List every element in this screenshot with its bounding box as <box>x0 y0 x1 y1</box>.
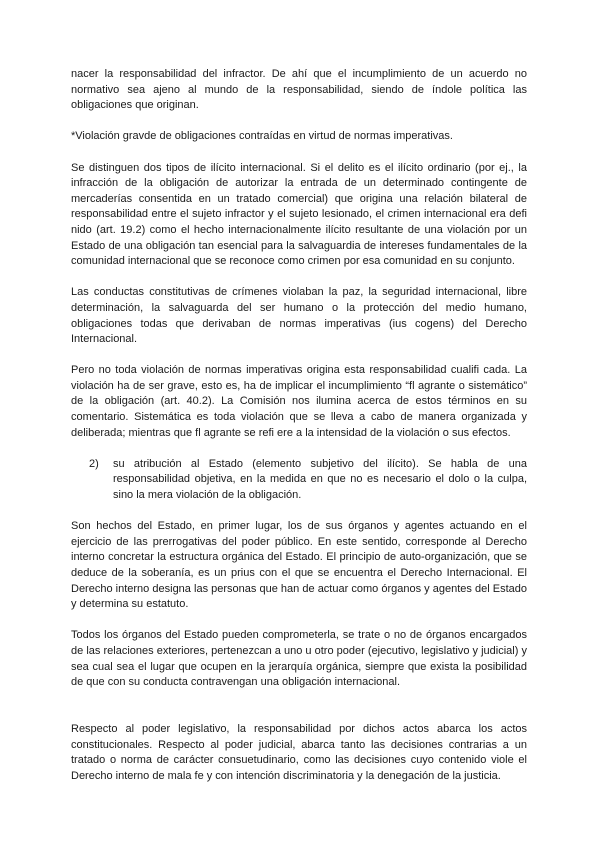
list-item-attribution <box>71 457 527 504</box>
paragraph-legislative-judicial: Respecto al poder legislativo, la responsabilidad por dichos actos abarca los actos constitucionales. Respecto al poder judicial, abarca tanto las decisiones contrarias a un tratado o norma de carácter consuetudinario, como las decisiones cuyo contenido viole el Derecho interno de mala fe y con intención discriminatoria y la denegación de la justicia. <box>71 722 527 782</box>
list-item-number: 2) <box>89 457 99 470</box>
document-page <box>71 67 527 800</box>
paragraph-illicit-types: Se distinguen dos tipos de ilícito internacional. Si el delito es el ilícito ordinario (por ej., la infracción de la obligación de autorizar la entrada de un determinado contingente de mercaderías consentida en un tratado comercial) que origina una relación bilateral de responsabilidad entre el sujeto infractor y el sujeto lesionado, el crimen internacional era defi nido (art. 19.2) como el hecho internacionalmente ilícito resultante de una violación por un Estado de una obligación tan esencial para la salvaguardia de intereses fundamentales de la comunidad internacional que se reconoce como crimen por esa comunidad en su conjunto. <box>71 161 527 268</box>
paragraph-grave-violation: Pero no toda violación de normas imperativas origina esta responsabilidad cualifi cada. La violación ha de ser grave, esto es, ha de implicar el incumplimiento “fl agrante o sistemático” de la obligación (art. 40.2). La Comisión nos ilumina acerca de estos términos en su comentario. Sistemática es toda violación que se lleva a cabo de manera organizada y deliberada; mientras que fl agrante se refi ere a la intensidad de la violación o sus efectos. <box>71 364 527 439</box>
paragraph-state-acts: Son hechos del Estado, en primer lugar, los de sus órganos y agentes actuando en el ejercicio de las prerrogativas del poder público. En este sentido, corresponde al Derecho interno concretar la estructura orgánica del Estado. El principio de auto-organización, que se deduce de la soberanía, es un prius con el que se encuentra el Derecho Internacional. El Derecho interno designa las personas que han de actuar como órganos y agentes del Estado y determina su estatuto. <box>71 520 527 611</box>
paragraph-state-organs: Todos los órganos del Estado pueden comprometerla, se trate o no de órganos encargados de las relaciones exteriores, pertenezcan a uno u otro poder (ejecutivo, legislativo y judicial) y sea cual sea el lugar que ocupen en la jerarquía orgánica, siempre que exista la posibilidad de que con su conducta contravengan una obligación internacional. <box>71 629 527 689</box>
spacer <box>71 706 527 722</box>
paragraph-heading-violation: *Violación gravde de obligaciones contraídas en virtud de normas imperativas. <box>71 130 453 143</box>
list-item-text: su atribución al Estado (elemento subjetivo del ilícito). Se habla de una responsabilidad objetiva, en la medida en que no es necesario el dolo o la culpa, sino la mera violación de la obligación. <box>113 457 527 502</box>
paragraph-crimes-conduct: Las conductas constitutivas de crímenes violaban la paz, la seguridad internacional, libre determinación, la salvaguarda del ser humano o la protección del medio humano, obligaciones todas que derivaban de normas imperativas (ius cogens) del Derecho Internacional. <box>71 286 527 346</box>
paragraph-intro: nacer la responsabilidad del infractor. De ahí que el incumplimiento de un acuerdo no normativo sea ajeno al mundo de la responsabilidad, siendo de índole política las obligaciones que originan. <box>71 68 527 112</box>
